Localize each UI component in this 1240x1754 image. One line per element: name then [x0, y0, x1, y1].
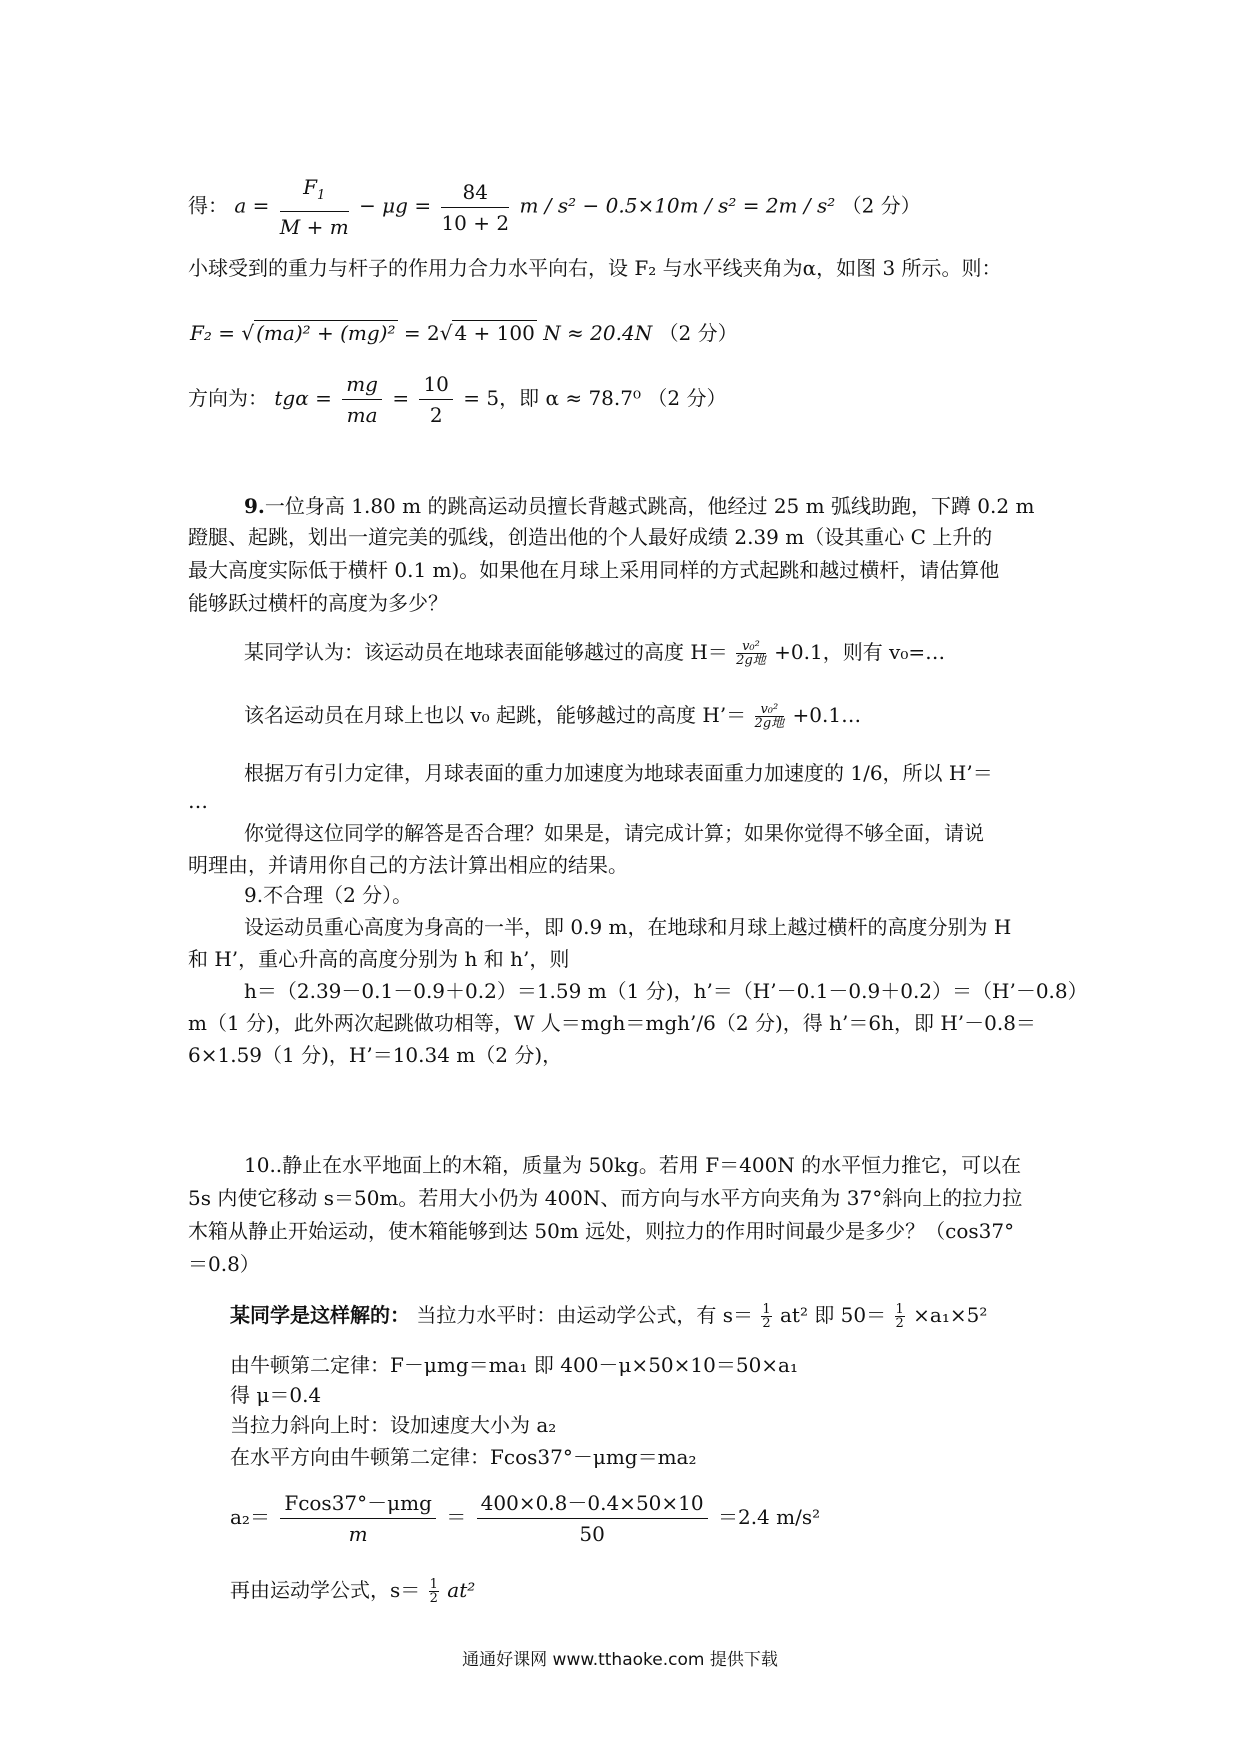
q9-student-4: 你觉得这位同学的解答是否合理？如果是，请完成计算；如果你觉得不够全面，请说: [244, 821, 984, 845]
q9-line-3: 最大高度实际低于横杆 0.1 m)。如果他在月球上采用同样的方式起跳和越过横杆，请估算他: [188, 558, 1000, 582]
q10-line-2: 5s 内使它移动 s＝50m。若用大小仍为 400N、而方向与水平方向夹角为 37°斜向上的拉力拉: [188, 1186, 1023, 1210]
score-1: （2 分）: [841, 193, 921, 218]
q9-line-4: 能够跃过横杆的高度为多少？: [188, 591, 448, 615]
half-den: 2: [762, 1316, 771, 1331]
q9-line-1: [244, 491, 1034, 521]
mu-g: − μg =: [359, 193, 432, 218]
last-a: 再由运动学公式，s＝: [230, 1578, 421, 1602]
a2-mid: ＝: [446, 1505, 467, 1529]
a2-lhs: a₂＝: [230, 1505, 270, 1529]
half-den-3: 2: [429, 1591, 438, 1606]
fraction-half: [761, 1303, 771, 1330]
s2-den: 2g地: [754, 716, 785, 731]
sol-bold: 某同学是这样解的：: [230, 1303, 410, 1327]
q10-horizontal: 在水平方向由牛顿第二定律：Fcos37°－μmg＝ma₂: [230, 1445, 697, 1469]
fraction-a2-numeric: [477, 1488, 708, 1549]
f1-den: M + m: [279, 215, 349, 239]
s1-num: v₀²: [736, 640, 766, 654]
page-footer: 通通好课网 www.tthaoke.com 提供下载: [462, 1650, 778, 1670]
tg-den: ma: [346, 403, 378, 427]
q10-newton: 由牛顿第二定律：F－μmg＝ma₁ 即 400－μ×50×10＝50×a₁: [230, 1353, 798, 1377]
f2-mid: = 2: [403, 321, 440, 345]
a2-den: m: [348, 1522, 368, 1546]
fraction-half-2: [895, 1303, 905, 1330]
tg-den2: 2: [429, 403, 443, 427]
s1-tail: +0.1，则有 v₀=…: [774, 640, 946, 664]
s1-text: 某同学认为：该运动员在地球表面能够越过的高度 H＝: [244, 640, 728, 664]
a2-num2: 400×0.8－0.4×50×10: [477, 1488, 708, 1519]
a2-end: ＝2.4 m/s²: [717, 1505, 821, 1529]
s2-num: v₀²: [755, 703, 785, 717]
tg-num: mg: [342, 369, 382, 400]
q9-number: 9.: [244, 494, 265, 518]
q10-oblique: 当拉力斜向上时：设加速度大小为 a₂: [230, 1413, 557, 1437]
f1-num: F: [303, 175, 318, 199]
last-b: at²: [447, 1578, 476, 1602]
eq-sign: =: [252, 193, 270, 218]
a2-den2: 50: [579, 1522, 605, 1546]
q9-answer-1: 9.不合理（2 分）。: [244, 883, 413, 907]
score-2: （2 分）: [658, 321, 738, 345]
eq-acc-rest: m / s² − 0.5×10m / s² = 2m / s²: [519, 193, 836, 218]
f2-sqrt2: 4 + 100: [454, 321, 535, 345]
q10-line-3: 木箱从静止开始运动，使木箱能够到达 50m 远处，则拉力的作用时间最少是多少？（cos37°: [188, 1219, 1015, 1243]
frac-84-den: 10 + 2: [441, 210, 510, 235]
text-ball-force: 小球受到的重力与杆子的作用力合力水平向右，设 F₂ 与水平线夹角为α，如图 3 所示。则：: [188, 256, 1002, 280]
fraction-84: [441, 177, 509, 238]
frac-84-num: 84: [441, 177, 509, 208]
q9-answer-4: m（1 分)，此外两次起跳做功相等，W 人＝mgh＝mgh’/6（2 分)，得 h’＝6h，即 H’－0.8＝: [188, 1011, 1036, 1035]
fraction-a2-symbolic: [280, 1488, 436, 1549]
q9-answer-5: 6×1.59（1 分)，H’＝10.34 m（2 分)，: [188, 1043, 563, 1067]
half-num-2: 1: [895, 1302, 904, 1317]
q10-solution-1: [230, 1300, 987, 1330]
score-3: （2 分）: [647, 386, 727, 410]
fraction-v0-2g-b: [755, 703, 785, 730]
half-den-2: 2: [895, 1316, 904, 1331]
tg-lhs: tgα =: [274, 386, 332, 410]
sol-b: at² 即 50＝: [779, 1303, 887, 1327]
f2-lhs: F₂ =: [190, 321, 236, 345]
f1-sub: 1: [317, 188, 326, 203]
eq-direction: [188, 369, 726, 430]
q9-student-2: [244, 700, 861, 730]
sqrt-sign-2: √: [439, 321, 453, 345]
f2-end: N ≈ 20.4N: [543, 321, 653, 345]
q9-student-3b: …: [188, 789, 208, 813]
fraction-half-3: [429, 1578, 439, 1605]
sqrt-sign: √: [241, 321, 255, 345]
q10-kinematics: [230, 1575, 475, 1605]
q10-mu: 得 μ＝0.4: [230, 1383, 322, 1407]
fraction-f1: [280, 172, 349, 242]
var-a: a: [234, 193, 247, 218]
s2-tail: +0.1…: [792, 703, 862, 727]
label-de: 得：: [188, 193, 228, 218]
dir-label: 方向为：: [188, 386, 268, 410]
fraction-10-2: [419, 369, 452, 430]
q9-answer-2: 设运动员重心高度为身高的一半，即 0.9 m，在地球和月球上越过横杆的高度分别为 H: [244, 915, 1012, 939]
q9-text-1: 一位身高 1.80 m 的跳高运动员擅长背越式跳高，他经过 25 m 弧线助跑，下蹲 0.2 m: [264, 494, 1035, 518]
q10-line-4: ＝0.8）: [188, 1252, 260, 1276]
eq-f2: [190, 318, 738, 348]
a2-num: Fcos37°－μmg: [280, 1488, 436, 1519]
q9-line-2: 蹬腿、起跳，划出一道完美的弧线，创造出他的个人最好成绩 2.39 m（设其重心 C 上升的: [188, 525, 993, 549]
eq-acceleration: [188, 172, 921, 242]
sol-a: 当拉力水平时：由运动学公式，有 s＝: [416, 1303, 753, 1327]
q9-student-3: 根据万有引力定律，月球表面的重力加速度为地球表面重力加速度的 1/6，所以 H’＝: [244, 761, 993, 785]
f2-sqrt: (ma)² + (mg)²: [256, 321, 396, 345]
tg-eq: =: [392, 386, 410, 410]
q9-student-4b: 明理由，并请用你自己的方法计算出相应的结果。: [188, 853, 628, 877]
q10-a2-eq: [230, 1488, 820, 1549]
q10-line-1: 10..静止在水平地面上的木箱，质量为 50kg。若用 F＝400N 的水平恒力推它，可以在: [244, 1153, 1022, 1177]
s1-den: 2g地: [736, 653, 766, 668]
half-num: 1: [762, 1302, 771, 1317]
fraction-v0-2g: [736, 640, 766, 667]
tg-num2: 10: [419, 369, 452, 400]
sol-c: ×a₁×5²: [913, 1303, 988, 1327]
q9-answer-2b: 和 H’，重心升高的高度分别为 h 和 h’，则: [188, 947, 570, 971]
q9-student-1: [244, 637, 945, 667]
s2-text: 该名运动员在月球上也以 v₀ 起跳，能够越过的高度 H’＝: [244, 703, 747, 727]
tg-end: = 5，即 α ≈ 78.7⁰: [463, 386, 641, 410]
fraction-mg-ma: [342, 369, 382, 430]
q9-answer-3: h＝（2.39－0.1－0.9＋0.2）＝1.59 m（1 分)，h’＝（H’－0.1－0.9＋0.2）＝（H’－0.8）: [244, 979, 1088, 1003]
half-num-3: 1: [429, 1577, 438, 1592]
